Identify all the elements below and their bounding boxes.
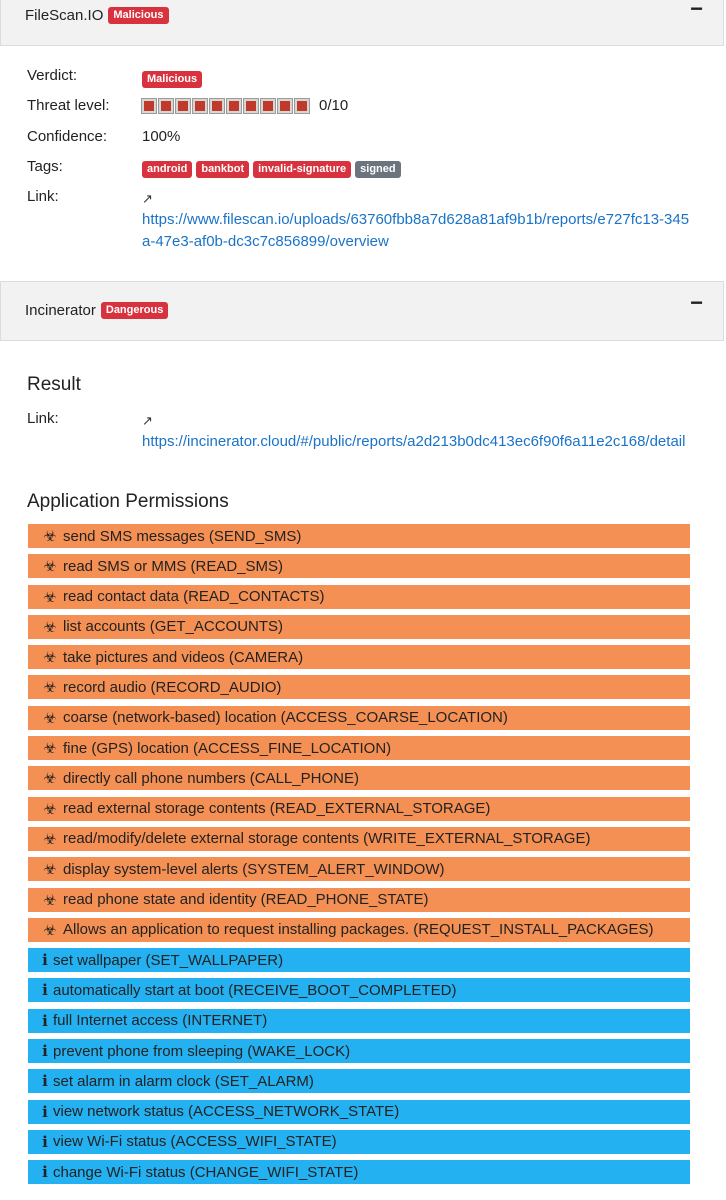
info-icon: i bbox=[42, 1163, 48, 1182]
permission-item bbox=[28, 736, 690, 760]
threat-level-segment bbox=[227, 99, 241, 113]
permission-text: set wallpaper (SET_WALLPAPER) bbox=[53, 951, 284, 969]
info-icon: i bbox=[42, 1042, 48, 1061]
threat-level-segment bbox=[142, 99, 156, 113]
info-icon: i bbox=[42, 1132, 48, 1151]
permission-item bbox=[28, 706, 690, 730]
info-icon: i bbox=[42, 1011, 48, 1030]
filescan-link-label: Link: bbox=[27, 188, 59, 205]
permission-text: record audio (RECORD_AUDIO) bbox=[63, 678, 282, 696]
verdict-label: Verdict: bbox=[27, 67, 78, 84]
permission-item bbox=[28, 978, 690, 1002]
permission-text: read SMS or MMS (READ_SMS) bbox=[63, 557, 284, 575]
incinerator-status-badge: Dangerous bbox=[101, 302, 168, 319]
biohazard-icon: ☣ bbox=[43, 740, 57, 758]
tags-label: Tags: bbox=[27, 158, 63, 175]
threat-level-segment bbox=[295, 99, 309, 113]
biohazard-icon: ☣ bbox=[43, 679, 57, 697]
permission-text: coarse (network-based) location (ACCESS_COARSE_LOCATION) bbox=[63, 709, 508, 727]
permission-text: prevent phone from sleeping (WAKE_LOCK) bbox=[53, 1042, 351, 1060]
permission-text: fine (GPS) location (ACCESS_FINE_LOCATION) bbox=[63, 739, 392, 757]
biohazard-icon: ☣ bbox=[43, 830, 57, 848]
external-link-icon[interactable]: ↗︎ bbox=[142, 413, 153, 428]
biohazard-icon: ☣ bbox=[43, 770, 57, 788]
permission-item bbox=[28, 888, 690, 912]
verdict-value bbox=[142, 69, 202, 88]
permission-text: read phone state and identity (READ_PHONE_STATE) bbox=[63, 891, 429, 909]
permission-item bbox=[28, 585, 690, 609]
biohazard-icon: ☣ bbox=[43, 528, 57, 545]
verdict-badge: Malicious bbox=[142, 71, 202, 88]
permission-item bbox=[28, 554, 690, 578]
permission-text: read contact data (READ_CONTACTS) bbox=[63, 588, 325, 606]
info-icon: i bbox=[42, 951, 48, 970]
threat-level-segment bbox=[261, 99, 275, 113]
biohazard-icon: ☣ bbox=[43, 891, 57, 909]
threat-level-segment bbox=[244, 99, 258, 113]
permission-item bbox=[28, 1009, 690, 1033]
threat-level-bar bbox=[142, 99, 309, 113]
permission-text: read/modify/delete external storage contents (WRITE_EXTERNAL_STORAGE) bbox=[63, 830, 591, 848]
external-link-icon[interactable]: ↗︎ bbox=[142, 191, 153, 206]
permission-text: change Wi-Fi status (CHANGE_WIFI_STATE) bbox=[53, 1163, 359, 1181]
permission-text: set alarm in alarm clock (SET_ALARM) bbox=[53, 1072, 314, 1090]
permission-item bbox=[28, 1130, 690, 1154]
confidence-value: 100% bbox=[142, 128, 181, 145]
biohazard-icon: ☣ bbox=[43, 800, 57, 818]
permission-item bbox=[28, 918, 690, 942]
filescan-status-badge: Malicious bbox=[108, 7, 168, 24]
permission-text: Allows an application to request installing packages. (REQUEST_INSTALL_PACKAGES) bbox=[63, 921, 654, 939]
result-heading: Result bbox=[27, 374, 81, 395]
threat-level-value: 0/10 bbox=[319, 97, 349, 114]
incinerator-title: Incinerator bbox=[25, 302, 96, 319]
permission-item bbox=[28, 675, 690, 699]
permission-text: read external storage contents (READ_EXTERNAL_STORAGE) bbox=[63, 800, 491, 818]
permission-item bbox=[28, 645, 690, 669]
tag-badge: invalid-signature bbox=[253, 161, 351, 178]
tag-badge: android bbox=[142, 161, 192, 178]
permission-item bbox=[28, 524, 690, 548]
threat-level-segment bbox=[278, 99, 292, 113]
permission-item bbox=[28, 1069, 690, 1093]
tag-badge: bankbot bbox=[196, 161, 249, 178]
biohazard-icon: ☣ bbox=[43, 618, 57, 636]
confidence-label: Confidence: bbox=[27, 128, 108, 145]
biohazard-icon: ☣ bbox=[43, 649, 57, 667]
biohazard-icon: ☣ bbox=[43, 861, 57, 879]
permission-item bbox=[28, 1100, 690, 1124]
filescan-panel-title bbox=[25, 7, 169, 24]
filescan-collapse-button[interactable]: − bbox=[690, 0, 703, 21]
permission-item bbox=[28, 1039, 690, 1063]
biohazard-icon: ☣ bbox=[43, 588, 57, 606]
threat-level-label: Threat level: bbox=[27, 97, 110, 114]
permission-text: take pictures and videos (CAMERA) bbox=[63, 648, 304, 666]
permissions-list bbox=[28, 524, 690, 1191]
permission-text: display system-level alerts (SYSTEM_ALERT_WINDOW) bbox=[63, 860, 445, 878]
threat-level-segment bbox=[193, 99, 207, 113]
biohazard-icon: ☣ bbox=[43, 921, 57, 939]
permissions-heading: Application Permissions bbox=[27, 491, 229, 512]
incinerator-panel-title bbox=[25, 302, 168, 319]
incinerator-link-label: Link: bbox=[27, 410, 59, 427]
permission-item bbox=[28, 1160, 690, 1184]
permission-text: full Internet access (INTERNET) bbox=[53, 1012, 268, 1030]
threat-level-segment bbox=[210, 99, 224, 113]
info-icon: i bbox=[42, 1102, 48, 1121]
permission-item bbox=[28, 857, 690, 881]
threat-level-segment bbox=[159, 99, 173, 113]
permission-item bbox=[28, 797, 690, 821]
incinerator-panel-header[interactable] bbox=[0, 281, 724, 341]
permission-item bbox=[28, 766, 690, 790]
threat-level-meter bbox=[142, 97, 348, 114]
permission-item bbox=[28, 948, 690, 972]
tags-list bbox=[142, 161, 401, 178]
filescan-report-link[interactable]: https://www.filescan.io/uploads/63760fbb8a7d628a81af9b1b/reports/e727fc13-345a-47e3-af0b-dc3c7c856899/overview bbox=[142, 211, 690, 250]
incinerator-collapse-button[interactable]: − bbox=[690, 290, 703, 315]
permission-item bbox=[28, 827, 690, 851]
permission-text: view Wi-Fi status (ACCESS_WIFI_STATE) bbox=[53, 1133, 337, 1151]
permission-text: automatically start at boot (RECEIVE_BOOT_COMPLETED) bbox=[53, 981, 457, 999]
info-icon: i bbox=[42, 1072, 48, 1091]
incinerator-report-link[interactable]: https://incinerator.cloud/#/public/reports/a2d213b0dc413ec6f90f6a11e2c168/detail bbox=[142, 433, 686, 450]
permission-text: list accounts (GET_ACCOUNTS) bbox=[63, 618, 284, 636]
info-icon: i bbox=[42, 981, 48, 1000]
biohazard-icon: ☣ bbox=[43, 558, 57, 576]
biohazard-icon: ☣ bbox=[43, 709, 57, 727]
threat-level-segment bbox=[176, 99, 190, 113]
filescan-title: FileScan.IO bbox=[25, 7, 104, 24]
permission-text: directly call phone numbers (CALL_PHONE) bbox=[63, 769, 359, 787]
filescan-panel-header[interactable] bbox=[0, 0, 724, 46]
permission-text: view network status (ACCESS_NETWORK_STATE) bbox=[53, 1103, 400, 1121]
permission-text: send SMS messages (SEND_SMS) bbox=[63, 527, 302, 545]
tag-badge: signed bbox=[355, 161, 400, 178]
permission-item bbox=[28, 615, 690, 639]
